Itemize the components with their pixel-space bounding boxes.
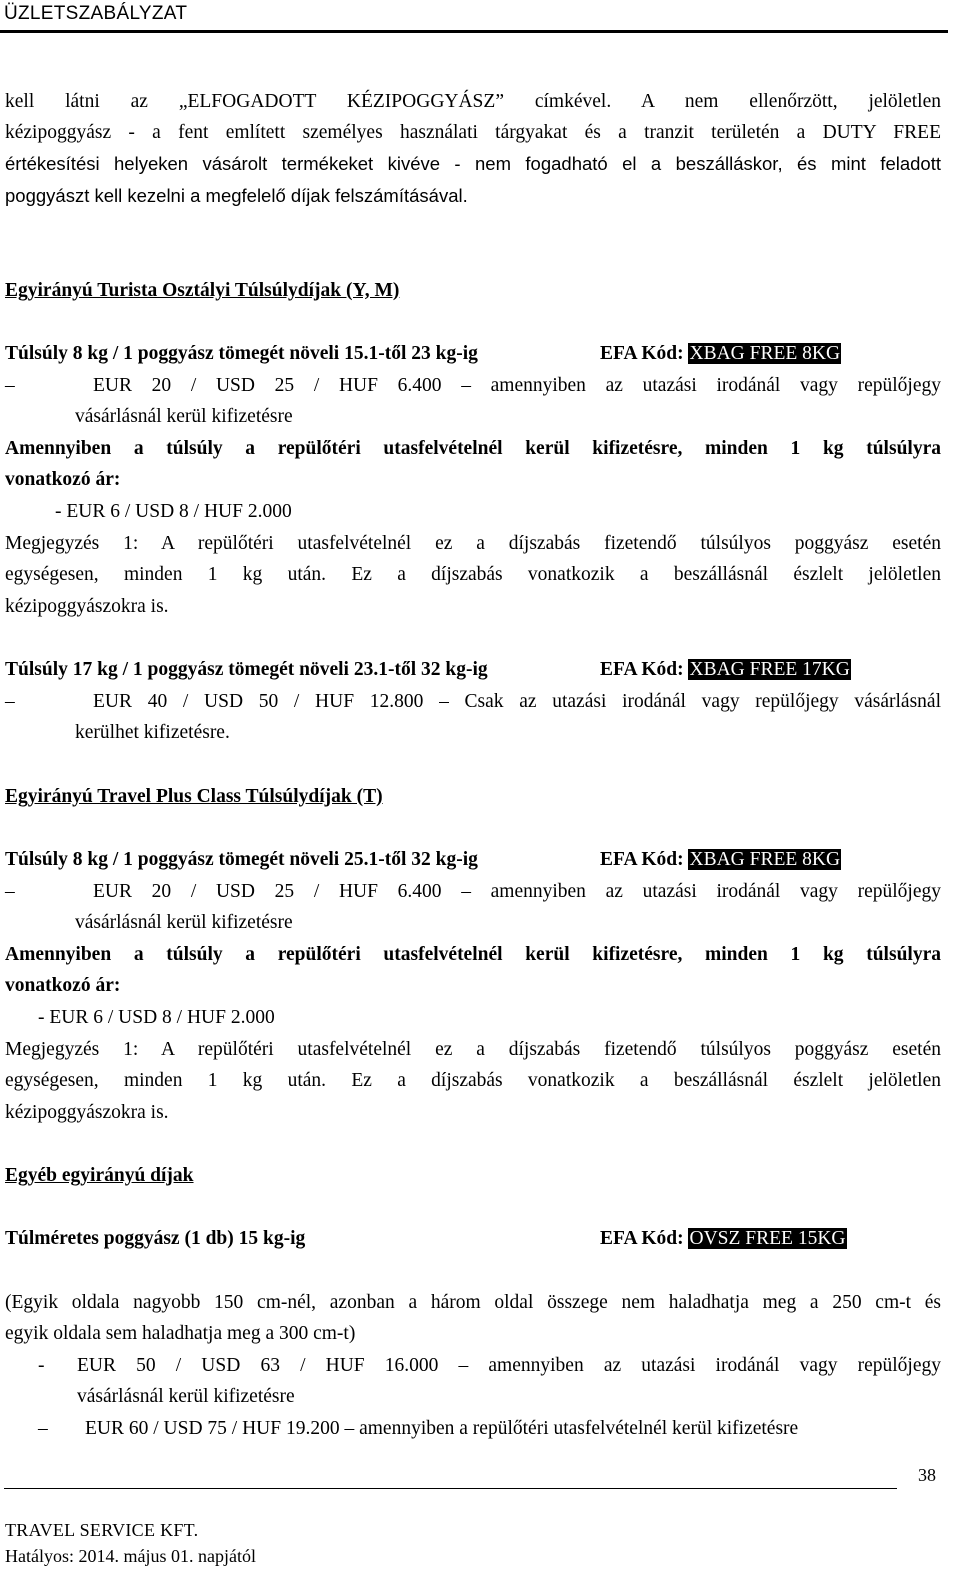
section2-item1-dash: – xyxy=(5,881,15,902)
intro-line-2: kézipoggyász - a fent említett személyes használati tárgyakat és a tranzit területén a DUTY FREE xyxy=(5,122,941,143)
section1-item2-dash: – xyxy=(5,691,15,712)
section2-item1-label: Túlsúly 8 kg / 1 poggyász tömegét növeli 25.1-től 32 kg-ig xyxy=(5,849,478,870)
header-divider xyxy=(0,30,948,33)
section1-item2-price-line-2: kerülhet kifizetésre. xyxy=(75,722,230,743)
footer-effective-date: Hatályos: 2014. május 01. napjától xyxy=(5,1546,256,1566)
section3-price1-line-2: vásárlásnál kerül kifizetésre xyxy=(77,1386,295,1407)
section1-note-line-1: Megjegyzés 1: A repülőtéri utasfelvételnél ez a díjszabás fizetendő túlsúlyos poggyász esetén xyxy=(5,533,941,554)
section3-price1-dash: - xyxy=(38,1355,45,1376)
section1-item2-efa xyxy=(600,658,851,682)
efa-label: EFA Kód: xyxy=(600,1228,684,1249)
footer-divider xyxy=(4,1488,897,1489)
page-header-title: ÜZLETSZABÁLYZAT xyxy=(4,3,188,24)
section1-heading: Egyirányú Turista Osztályi Túlsúlydíjak (Y, M) xyxy=(5,280,400,301)
section1-airport-line-1: Amennyiben a túlsúly a repülőtéri utasfelvételnél kerül kifizetésre, minden 1 kg túlsúlyra xyxy=(5,438,941,459)
section2-item1-efa xyxy=(600,848,841,872)
efa-label: EFA Kód: xyxy=(600,849,684,870)
section2-airport-line-2: vonatkozó ár: xyxy=(5,975,121,996)
section3-item-label: Túlméretes poggyász (1 db) 15 kg-ig xyxy=(5,1228,306,1249)
section1-airport-line-2: vonatkozó ár: xyxy=(5,469,121,490)
section3-heading: Egyéb egyirányú díjak xyxy=(5,1165,194,1186)
efa-code-badge: XBAG FREE 8KG xyxy=(689,849,841,870)
section2-note-line-1: Megjegyzés 1: A repülőtéri utasfelvételnél ez a díjszabás fizetendő túlsúlyos poggyász esetén xyxy=(5,1039,941,1060)
efa-label: EFA Kód: xyxy=(600,343,684,364)
section1-item1-price-line-2: vásárlásnál kerül kifizetésre xyxy=(75,406,293,427)
section3-price2-dash: – xyxy=(38,1418,48,1439)
intro-line-3: értékesítési helyeken vásárolt termékeket kivéve - nem fogadható el a beszálláskor, és mint feladott xyxy=(5,153,941,174)
page-number: 38 xyxy=(918,1465,936,1485)
section3-desc-line-2: egyik oldala sem haladhatja meg a 300 cm-t) xyxy=(5,1323,356,1344)
section3-price1-line-1: EUR 50 / USD 63 / HUF 16.000 – amennyiben az utazási irodánál vagy repülőjegy xyxy=(77,1355,941,1376)
section2-item1-price-line-2: vásárlásnál kerül kifizetésre xyxy=(75,912,293,933)
section1-note-line-2: egységesen, minden 1 kg után. Ez a díjszabás vonatkozik a beszállásnál észlelt jelöletlen xyxy=(5,564,941,585)
section2-note-line-2: egységesen, minden 1 kg után. Ez a díjszabás vonatkozik a beszállásnál észlelt jelöletlen xyxy=(5,1070,941,1091)
efa-code-badge: OVSZ FREE 15KG xyxy=(689,1228,846,1249)
section2-airport-line-1: Amennyiben a túlsúly a repülőtéri utasfelvételnél kerül kifizetésre, minden 1 kg túlsúlyra xyxy=(5,944,941,965)
section3-item-efa xyxy=(600,1227,847,1251)
efa-code-badge: XBAG FREE 8KG xyxy=(689,343,841,364)
section1-airport-price: - EUR 6 / USD 8 / HUF 2.000 xyxy=(55,501,292,522)
section1-item1-efa xyxy=(600,342,841,366)
efa-label: EFA Kód: xyxy=(600,659,684,680)
section1-note-line-3: kézipoggyászokra is. xyxy=(5,596,169,617)
section2-item1-price-line-1: EUR 20 / USD 25 / HUF 6.400 – amennyiben az utazási irodánál vagy repülőjegy xyxy=(93,881,941,902)
section3-desc-line-1: (Egyik oldala nagyobb 150 cm-nél, azonban a három oldal összege nem haladhatja meg a 250 cm-t és xyxy=(5,1292,941,1313)
section1-item2-label: Túlsúly 17 kg / 1 poggyász tömegét növeli 23.1-től 32 kg-ig xyxy=(5,659,488,680)
section2-note-line-3: kézipoggyászokra is. xyxy=(5,1102,169,1123)
section1-item1-price-line-1: EUR 20 / USD 25 / HUF 6.400 – amennyiben az utazási irodánál vagy repülőjegy xyxy=(93,375,941,396)
section1-item1-label: Túlsúly 8 kg / 1 poggyász tömegét növeli 15.1-től 23 kg-ig xyxy=(5,343,478,364)
intro-line-4: poggyászt kell kezelni a megfelelő díjak felszámításával. xyxy=(5,185,468,206)
section1-item2-price-line-1: EUR 40 / USD 50 / HUF 12.800 – Csak az utazási irodánál vagy repülőjegy vásárlásnál xyxy=(93,691,941,712)
intro-line-1: kell látni az „ELFOGADOTT KÉZIPOGGYÁSZ” címkével. A nem ellenőrzött, jelöletlen xyxy=(5,91,941,112)
section2-heading: Egyirányú Travel Plus Class Túlsúlydíjak (T) xyxy=(5,786,383,807)
efa-code-badge: XBAG FREE 17KG xyxy=(689,659,850,680)
section1-item1-dash: – xyxy=(5,375,15,396)
section2-airport-price: - EUR 6 / USD 8 / HUF 2.000 xyxy=(38,1007,275,1028)
footer-company: TRAVEL SERVICE KFT. xyxy=(5,1520,199,1540)
section3-price2-line-1: EUR 60 / USD 75 / HUF 19.200 – amennyiben a repülőtéri utasfelvételnél kerül kifizetésre xyxy=(85,1418,799,1439)
